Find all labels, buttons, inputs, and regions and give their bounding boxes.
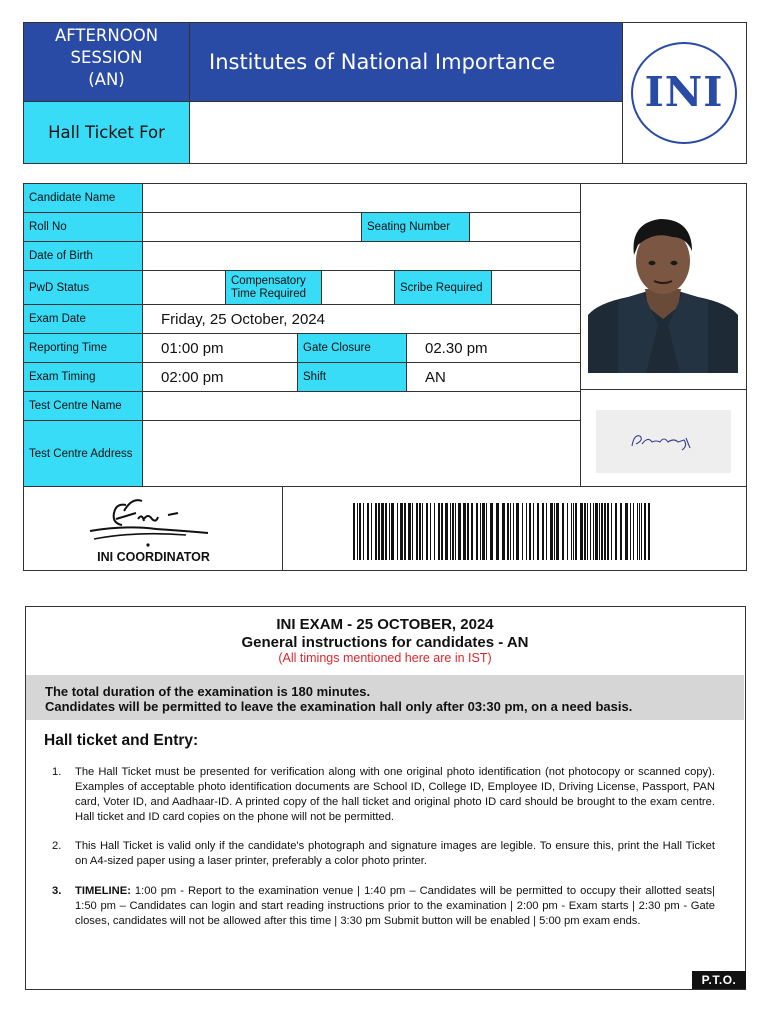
coordinator-barcode-row	[24, 486, 746, 570]
barcode-bar	[471, 503, 473, 560]
scribe-required-value	[492, 271, 581, 305]
barcode-bar	[359, 503, 361, 560]
session-badge	[24, 23, 190, 102]
coordinator-cell	[24, 487, 283, 571]
barcode-bar	[546, 503, 547, 560]
exam-date-label: Exam Date	[24, 305, 143, 334]
barcode-bar	[458, 503, 461, 560]
barcode-bar	[416, 503, 418, 560]
barcode-bar	[601, 503, 603, 560]
test-centre-address-value	[143, 421, 581, 486]
session-line-1: AFTERNOON	[54, 26, 159, 45]
barcode-bar	[513, 503, 514, 560]
barcode-bar	[648, 503, 650, 560]
barcode-bar	[490, 503, 493, 560]
instruction-item-1-number: 1.	[52, 766, 62, 778]
barcode-bar	[391, 503, 394, 560]
session-line-3: (AN)	[88, 70, 125, 89]
compensatory-time-label	[226, 271, 322, 305]
barcode-bar	[381, 503, 384, 560]
barcode-bar	[542, 503, 544, 560]
candidate-details-grid	[23, 183, 747, 571]
compensatory-time-value	[322, 271, 395, 305]
seating-number-label: Seating Number	[362, 213, 470, 242]
barcode-bar	[375, 503, 377, 560]
gate-closure-value: 02.30 pm	[407, 334, 581, 363]
barcode-bar	[412, 503, 413, 560]
barcode-bar	[529, 503, 531, 560]
duration-line-2: Candidates will be permitted to leave the examination hall only after 03:30 pm, on a need basis.	[45, 699, 633, 714]
barcode-bar	[630, 503, 631, 560]
hall-ticket-header	[23, 22, 747, 164]
candidate-photo	[588, 215, 738, 373]
barcode-bar	[422, 503, 423, 560]
instructions-panel	[25, 606, 746, 990]
coordinator-signature	[86, 489, 216, 549]
barcode-bar	[575, 503, 577, 560]
barcode-bar	[607, 503, 609, 560]
seating-number-value	[470, 213, 581, 242]
barcode-bar	[580, 503, 583, 560]
exam-timing-label: Exam Timing	[24, 363, 143, 392]
barcode-bar	[502, 503, 505, 560]
test-centre-address-label: Test Centre Address	[24, 421, 143, 486]
dob-value	[143, 242, 581, 271]
barcode-bar	[450, 503, 451, 560]
reporting-time-label: Reporting Time	[24, 334, 143, 363]
barcode-bar	[408, 503, 411, 560]
barcode-bar	[467, 503, 469, 560]
reporting-time-value: 01:00 pm	[143, 334, 298, 363]
barcode-bar	[554, 503, 555, 560]
barcode-bar	[389, 503, 390, 560]
barcode	[353, 503, 653, 560]
exam-timing-value: 02:00 pm	[143, 363, 298, 392]
roll-no-label: Roll No	[24, 213, 143, 242]
shift-label: Shift	[298, 363, 407, 392]
candidate-signature-cell	[581, 390, 746, 486]
barcode-bar	[463, 503, 466, 560]
barcode-bar	[584, 503, 586, 560]
barcode-bar	[625, 503, 628, 560]
barcode-bar	[522, 503, 523, 560]
barcode-bar	[573, 503, 574, 560]
instructions-title: INI EXAM - 25 OCTOBER, 2024	[276, 616, 494, 633]
candidate-name-value	[143, 184, 581, 213]
barcode-bar	[480, 503, 481, 560]
barcode-bar	[604, 503, 606, 560]
instruction-item-3-text	[75, 884, 715, 929]
barcode-bar	[637, 503, 638, 560]
pwd-status-value	[143, 271, 226, 305]
barcode-bar	[644, 503, 646, 560]
dob-label: Date of Birth	[24, 242, 143, 271]
barcode-bar	[445, 503, 448, 560]
barcode-bar	[571, 503, 572, 560]
scribe-required-label: Scribe Required	[395, 271, 492, 305]
duration-banner	[26, 675, 744, 720]
barcode-bar	[357, 503, 358, 560]
instruction-item-1-text: The Hall Ticket must be presented for verification along with one original photo identification (not photocopy or scanned copy). Examples of acceptable photo identification documents are School ID, College ID, Employee ID, Driving License, Passport, PAN card, Voter ID, and Aadhaar-ID. A printed copy of the hall ticket and original photo ID card should be brought to the exam centre. Hall ticket and ID card copies on the phone will not be permitted.	[75, 766, 715, 823]
roll-no-value	[143, 213, 362, 242]
ini-logo: INI	[631, 42, 737, 144]
barcode-bar	[590, 503, 591, 560]
barcode-bar	[620, 503, 622, 560]
barcode-bar	[438, 503, 440, 560]
timeline-label: TIMELINE:	[75, 885, 131, 897]
barcode-bar	[507, 503, 509, 560]
candidate-signature-box	[596, 410, 731, 473]
barcode-bar	[593, 503, 594, 560]
barcode-bar	[367, 503, 369, 560]
instructions-subtitle: General instructions for candidates - AN	[241, 634, 529, 651]
pwd-status-label: PwD Status	[24, 271, 143, 305]
timing-note: (All timings mentioned here are in IST)	[278, 651, 492, 665]
barcode-bar	[496, 503, 499, 560]
instruction-item-2-number: 2.	[52, 840, 62, 852]
barcode-bar	[550, 503, 553, 560]
logo-cell	[622, 23, 746, 163]
timeline-text: 1:00 pm - Report to the examination venue | 1:40 pm – Candidates will be permitted to occupy their allotted seats| 1:50 pm – Candidates can login and start reading instructions prior to the examination | 2:00 pm - Exam starts | 2:30 pm - Gate closes, candidates will not be allowed after this time | 3:30 pm Submit button will be enabled | 5:00 pm exam ends.	[75, 885, 715, 927]
test-centre-name-label: Test Centre Name	[24, 392, 143, 421]
duration-line-1: The total duration of the examination is 180 minutes.	[45, 684, 371, 699]
barcode-bar	[615, 503, 617, 560]
barcode-bar	[639, 503, 640, 560]
barcode-bar	[567, 503, 568, 560]
barcode-bar	[385, 503, 387, 560]
barcode-bar	[526, 503, 527, 560]
pto-badge: P.T.O.	[692, 971, 746, 989]
test-centre-name-value	[143, 392, 581, 421]
barcode-bar	[353, 503, 355, 560]
hall-ticket-entry-heading: Hall ticket and Entry:	[44, 732, 199, 749]
barcode-bar	[363, 503, 364, 560]
barcode-bar	[611, 503, 612, 560]
compensatory-time-label-line2: Time Required	[231, 287, 306, 300]
instruction-item-3-number: 3.	[52, 885, 62, 897]
barcode-bar	[434, 503, 435, 560]
barcode-bar	[562, 503, 564, 560]
barcode-bar	[599, 503, 600, 560]
gate-closure-label: Gate Closure	[298, 334, 407, 363]
barcode-bar	[397, 503, 398, 560]
exam-date-value: Friday, 25 October, 2024	[143, 305, 581, 334]
coordinator-label: INI COORDINATOR	[97, 550, 210, 564]
barcode-bar	[378, 503, 380, 560]
barcode-bar	[533, 503, 534, 560]
candidate-name-label: Candidate Name	[24, 184, 143, 213]
barcode-bar	[556, 503, 559, 560]
barcode-bar	[486, 503, 487, 560]
institute-title: Institutes of National Importance	[190, 23, 622, 102]
barcode-bar	[476, 503, 478, 560]
barcode-bar	[516, 503, 519, 560]
barcode-bar	[452, 503, 454, 560]
barcode-bar	[641, 503, 642, 560]
barcode-bar	[482, 503, 485, 560]
session-line-2: SESSION	[70, 48, 143, 67]
hall-ticket-for-label: Hall Ticket For	[24, 102, 190, 163]
barcode-bar	[371, 503, 372, 560]
barcode-bar	[404, 503, 406, 560]
barcode-bar	[441, 503, 443, 560]
barcode-bar	[430, 503, 431, 560]
barcode-bar	[400, 503, 403, 560]
shift-value: AN	[407, 363, 581, 392]
instruction-item-2-text: This Hall Ticket is valid only if the candidate's photograph and signature images are legible. To ensure this, print the Hall Ticket on A4-sized paper using a laser printer, preferably a color photo printer.	[75, 840, 715, 867]
barcode-bar	[510, 503, 511, 560]
candidate-photo-cell	[581, 184, 746, 390]
barcode-bar	[537, 503, 539, 560]
barcode-bar	[633, 503, 634, 560]
barcode-bar	[595, 503, 598, 560]
barcode-bar	[587, 503, 588, 560]
barcode-bar	[426, 503, 428, 560]
barcode-bar	[419, 503, 421, 560]
compensatory-time-label-line1: Compensatory	[231, 274, 306, 287]
barcode-bar	[455, 503, 456, 560]
candidate-signature-image	[596, 410, 731, 473]
